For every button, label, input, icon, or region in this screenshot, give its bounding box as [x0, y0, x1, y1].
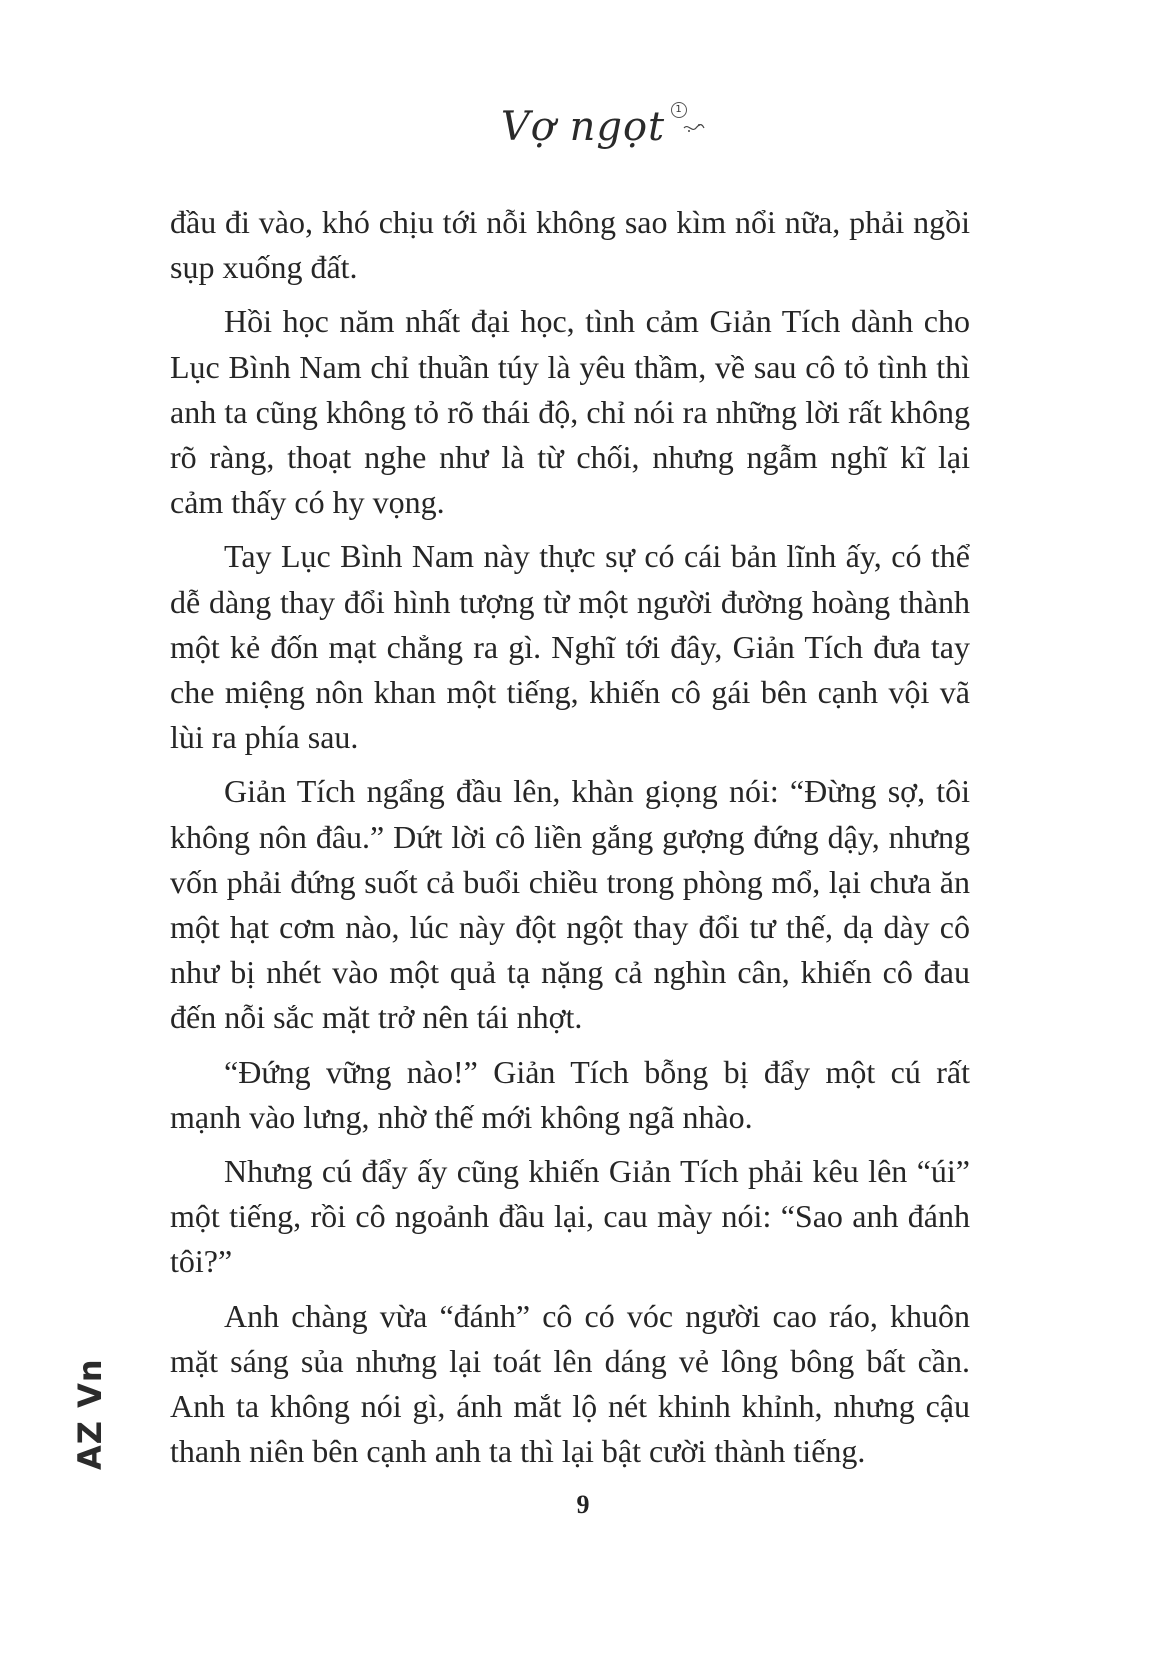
paragraph: đầu đi vào, khó chịu tới nỗi không sao kìm nổi nữa, phải ngồi sụp xuống đất.: [170, 204, 970, 286]
paragraph: Hồi học năm nhất đại học, tình cảm Giản Tích dành cho Lục Bình Nam chỉ thuần túy là yêu thầm, về sau cô tỏ tình thì anh ta cũng không tỏ rõ thái độ, chỉ nói ra những lời rất không rõ ràng, thoạt nghe như là từ chối, nhưng ngẫm nghĩ kĩ lại cảm thấy có hy vọng.: [170, 303, 970, 521]
publisher-logo: [70, 1360, 110, 1470]
paragraph: Nhưng cú đẩy ấy cũng khiến Giản Tích phải kêu lên “úi” một tiếng, rồi cô ngoảnh đầu lại, cau mày nói: “Sao anh đánh tôi?”: [170, 1153, 970, 1280]
paragraph: Anh chàng vừa “đánh” cô có vóc người cao ráo, khuôn mặt sáng sủa nhưng lại toát lên dáng vẻ lông bông bất cần. Anh ta không nói gì, ánh mắt lộ nét khinh khỉnh, nhưng cậu thanh niên bên cạnh anh ta thì lại bật cười thành tiếng.: [170, 1297, 970, 1470]
paragraph: Giản Tích ngẩng đầu lên, khàn giọng nói: “Đừng sợ, tôi không nôn đâu.” Dứt lời cô liền gắng gượng đứng dậy, nhưng vốn phải đứng suốt cả buổi chiều trong phòng mổ, lại chưa ăn một hạt cơm nào, lúc này đột ngột thay đổi tư thế, dạ dày cô như bị nhét vào một quả tạ nặng cả nghìn cân, khiến cô đau đến nỗi sắc mặt trở nên tái nhợt.: [170, 773, 970, 1036]
running-header: [0, 104, 1166, 164]
flourish-icon: [683, 122, 705, 134]
paragraph: “Đứng vững nào!” Giản Tích bỗng bị đẩy một cú rất mạnh vào lưng, nhờ thế mới không ngã nhào.: [170, 1053, 970, 1135]
paragraph: Tay Lục Bình Nam này thực sự có cái bản lĩnh ấy, có thể dễ dàng thay đổi hình tượng từ một người đường hoàng thành một kẻ đốn mạt chẳng ra gì. Nghĩ tới đây, Giản Tích đưa tay che miệng nôn khan một tiếng, khiến cô gái bên cạnh vội vã lùi ra phía sau.: [170, 538, 970, 756]
page-number: 9: [576, 1490, 590, 1519]
header-title: [500, 104, 683, 150]
volume-badge: 1: [671, 102, 687, 118]
header-title-text: Vợ ngọt: [500, 104, 666, 150]
body-text: [170, 200, 970, 1483]
publisher-logo-text: AZ Vn: [71, 1358, 109, 1470]
